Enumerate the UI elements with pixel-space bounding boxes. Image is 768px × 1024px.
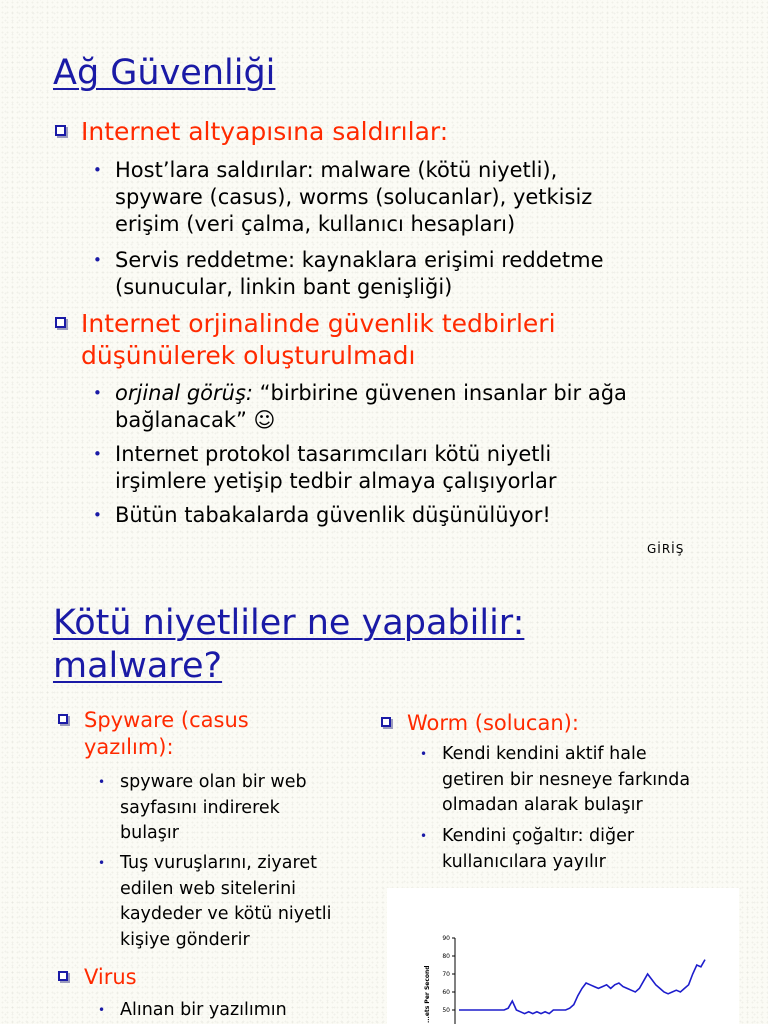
checkbox-bullet-icon: [381, 717, 391, 727]
chart-panel: [387, 888, 739, 1024]
sub-bullet-worm-self-activating: • Kendi kendini aktif hale getiren bir nesneye farkında olmadan alarak bulaşır: [420, 744, 691, 815]
sub-bullet-spyware-keystrokes: • Tuş vuruşlarını, ziyaret edilen web sitelerini kaydeder ve kötü niyetli kişiye gönderir: [98, 853, 332, 950]
bullet-dot-icon: •: [420, 829, 428, 843]
sub-bullet-virus-received: • Alınan bir yazılımın: [94, 998, 287, 1024]
bullet-spyware: Spyware (casus yazılım):: [58, 707, 249, 761]
bullet-worm: Worm (solucan):: [381, 710, 579, 737]
y-axis-label: ...ets Per Second: [424, 965, 431, 1023]
slide-2-title: Kötü niyetliler ne yapabilir: malware?: [53, 603, 525, 686]
y-tick-label: 50: [442, 1007, 450, 1014]
slide-footer: GİRİŞ: [647, 542, 685, 556]
y-tick-label: 80: [442, 953, 450, 960]
y-tick-label: 60: [442, 989, 450, 996]
bullet-dot-icon: •: [98, 1003, 106, 1017]
bullet-dot-icon: •: [93, 251, 102, 269]
bullet-virus: Virus: [58, 964, 137, 991]
bullet-internet-design: Internet orjinalinde güvenlik tedbirleri düşünülerek oluşturulmadı: [55, 308, 556, 372]
bullet-dot-icon: •: [98, 775, 106, 789]
checkbox-bullet-icon: [58, 714, 68, 724]
bullet-internet-attacks: Internet altyapısına saldırılar:: [55, 116, 448, 148]
bullet-dot-icon: •: [93, 161, 102, 179]
bullet-dot-icon: •: [420, 747, 428, 761]
checkbox-bullet-icon: [58, 971, 68, 981]
sub-bullet-protocol-designers: • Internet protokol tasarımcıları kötü niyetli irşimlere yetişip tedbir almaya çalışıyorlar: [93, 442, 557, 493]
series-line: [459, 960, 705, 1014]
sub-bullet-denial-of-service: • Servis reddetme: kaynaklara erişimi reddetme (sunucular, linkin bant genişliği): [93, 248, 604, 299]
bullet-dot-icon: •: [93, 445, 102, 463]
sub-bullet-host-attacks: • Host’lara saldırılar: malware (kötü niyetli), spyware (casus), worms (solucanlar), yetkisiz erişim (veri çalma, kullanıcı hesapları): [93, 158, 593, 236]
packets-per-second-chart: [387, 888, 739, 1024]
bullet-dot-icon: •: [93, 506, 102, 524]
sub-bullet-worm-replicates: • Kendini çoğaltır: diğer kullanıcılara yayılır: [420, 826, 635, 872]
sub-bullet-original-view: • orjinal görüş: “birbirine güvenen insanlar bir ağa bağlanacak” ☺: [93, 381, 627, 432]
slide-2: [0, 590, 768, 1024]
slide-1-title: Ağ Güvenliği: [53, 53, 276, 93]
sub-bullet-all-layers: • Bütün tabakalarda güvenlik düşünülüyor!: [93, 503, 551, 527]
checkbox-bullet-icon: [55, 125, 66, 136]
sub-bullet-spyware-download: • spyware olan bir web sayfasını indirerek bulaşır: [98, 772, 307, 843]
checkbox-bullet-icon: [55, 317, 66, 328]
bullet-dot-icon: •: [98, 856, 106, 870]
bullet-dot-icon: •: [93, 384, 102, 402]
y-tick-label: 90: [442, 935, 450, 942]
y-tick-label: 70: [442, 971, 450, 978]
